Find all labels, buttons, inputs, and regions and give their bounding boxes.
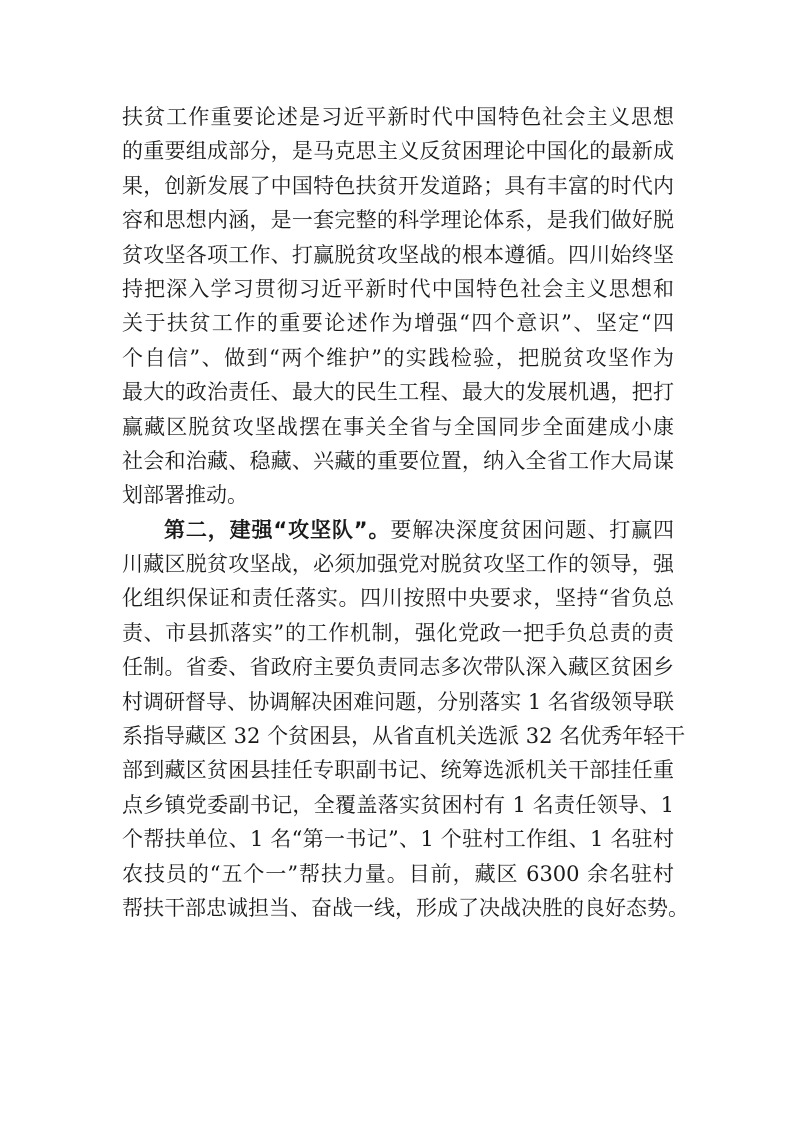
text-line: 贫攻坚各项工作、打赢脱贫攻坚战的根本遵循。四川始终坚 <box>122 242 674 267</box>
section-heading: 第二，建强“攻坚队”。 <box>164 517 391 542</box>
text-line: 点乡镇党委副书记，全覆盖落实贫困村有 1 名责任领导、1 <box>122 792 674 817</box>
text-line: 化组织保证和责任落实。四川按照中央要求，坚持“省负总 <box>122 586 674 611</box>
paragraph-2 <box>122 513 689 926</box>
text-line: 村调研督导、协调解决困难问题，分别落实 1 名省级领导联 <box>122 689 674 714</box>
text-line: 扶贫工作重要论述是习近平新时代中国特色社会主义思想 <box>122 105 674 129</box>
text-line: 帮扶干部忠诚担当、奋战一线，形成了决战决胜的良好态势。 <box>122 895 689 920</box>
text-line: 果，创新发展了中国特色扶贫开发道路；具有丰富的时代内 <box>122 173 674 198</box>
text-line: 责、市县抓落实”的工作机制，强化党政一把手负总责的责 <box>122 620 674 645</box>
text-line: 关于扶贫工作的重要论述作为增强“四个意识”、坚定“四 <box>122 311 674 336</box>
text-line: 任制。省委、省政府主要负责同志多次带队深入藏区贫困乡 <box>122 655 674 680</box>
heading-continuation: 要解决深度贫困问题、打赢四 <box>390 517 674 542</box>
text-line: 赢藏区脱贫攻坚战摆在事关全省与全国同步全面建成小康 <box>122 414 674 439</box>
text-line: 划部署推动。 <box>122 483 248 508</box>
document-body <box>122 100 689 925</box>
text-line: 部到藏区贫困县挂任专职副书记、统筹选派机关干部挂任重 <box>122 758 674 783</box>
text-line: 个帮扶单位、1 名“第一书记”、1 个驻村工作组、1 名驻村 <box>122 827 674 852</box>
text-line: 社会和治藏、稳藏、兴藏的重要位置，纳入全省工作大局谋 <box>122 448 674 473</box>
text-line: 的重要组成部分，是马克思主义反贫困理论中国化的最新成 <box>122 139 674 164</box>
text-line: 最大的政治责任、最大的民生工程、最大的发展机遇，把打 <box>122 380 674 405</box>
text-line: 川藏区脱贫攻坚战，必须加强党对脱贫攻坚工作的领导，强 <box>122 552 674 577</box>
text-line: 容和思想内涵，是一套完整的科学理论体系，是我们做好脱 <box>122 208 674 233</box>
text-line: 系指导藏区 32 个贫困县，从省直机关选派 32 名优秀年轻干 <box>122 724 686 749</box>
text-line: 个自信”、做到“两个维护”的实践检验，把脱贫攻坚作为 <box>122 345 674 370</box>
paragraph-1 <box>122 100 674 513</box>
text-line: 农技员的“五个一”帮扶力量。目前，藏区 6300 余名驻村 <box>122 861 674 886</box>
text-line: 持把深入学习贯彻习近平新时代中国特色社会主义思想和 <box>122 276 674 301</box>
text-line-first <box>122 513 674 547</box>
